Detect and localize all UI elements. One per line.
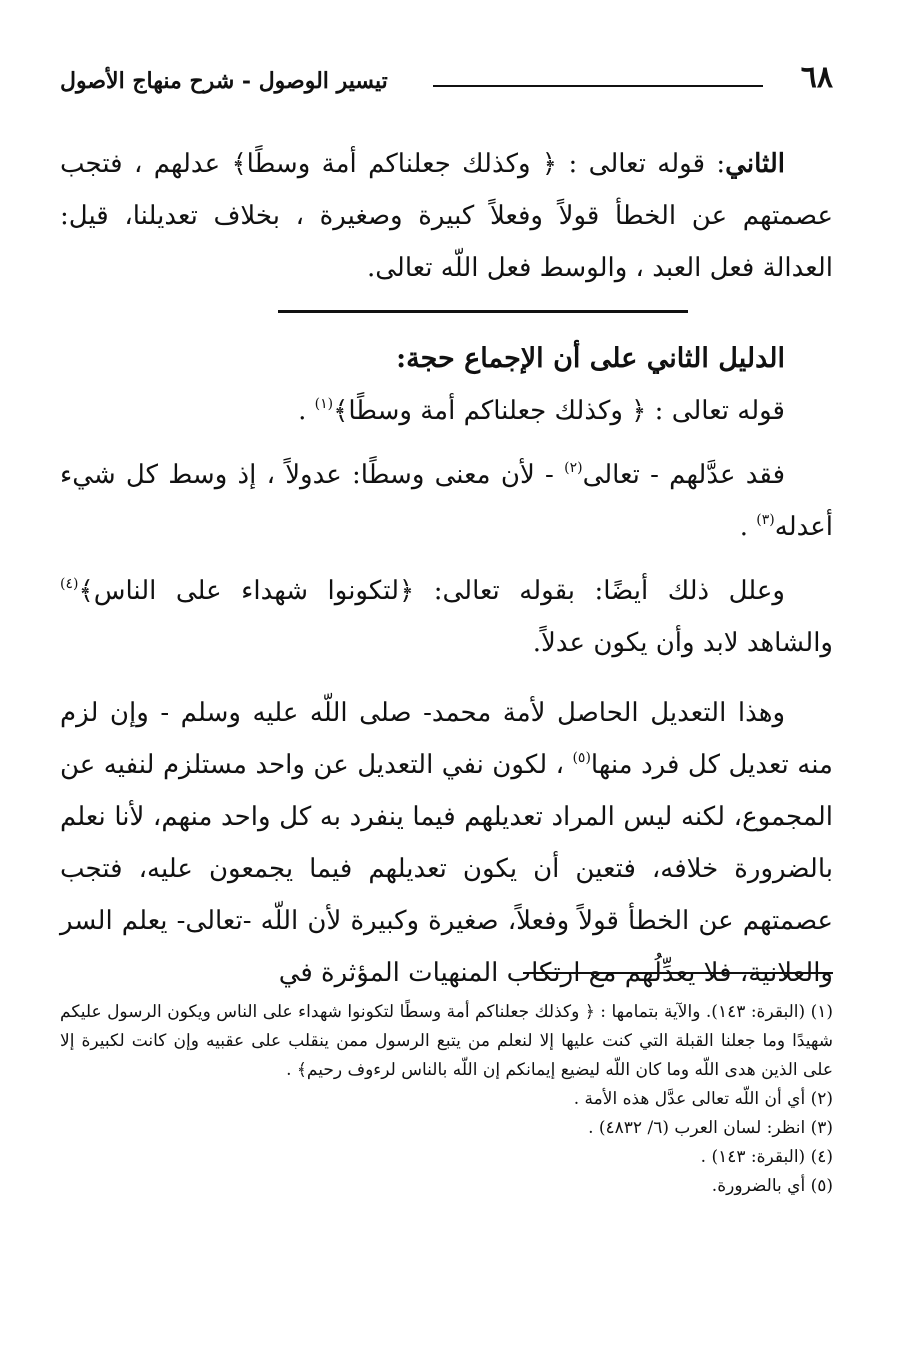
running-title: تيسير الوصول - شرح منهاج الأصول xyxy=(60,68,388,94)
paragraph-5-text-a: وهذا التعديل الحاصل لأمة محمد- صلى اللّه عليه وسلم - وإن لزم منه تعديل كل فرد منها xyxy=(60,698,833,780)
footnote-4: (٤) (البقرة: ١٤٣) . xyxy=(700,1147,833,1167)
footnote-ref-5[interactable]: (٥) xyxy=(572,750,591,766)
footnote-ref-4[interactable]: (٤) xyxy=(60,576,79,592)
paragraph-3-text-a: فقد عدَّلهم - تعالى xyxy=(582,460,785,490)
paragraph-2 xyxy=(60,385,833,437)
paragraph-2-text: قوله تعالى : ﴿ وكذلك جعلناكم أمة وسطًا﴾ xyxy=(333,396,785,426)
paragraph-4-text-a: وعلل ذلك أيضًا: بقوله تعالى: ﴿لتكونوا شهداء على الناس﴾ xyxy=(78,576,785,606)
paragraph-3 xyxy=(60,449,833,553)
paragraph-1-text: : قوله تعالى : ﴿ وكذلك جعلناكم أمة وسطًا﴾ عدلهم ، فتجب عصمتهم عن الخطأ قولاً وفعلاً كبيرة وصغيرة ، بخلاف تعديلنا، قيل: العدالة فعل العبد ، والوسط فعل اللّه تعالى. xyxy=(60,149,833,283)
paragraph-1 xyxy=(60,138,833,294)
paragraph-3-end: . xyxy=(739,512,757,542)
main-text xyxy=(60,138,833,999)
paragraph-5-text-b: ، لكون نفي التعديل عن واحد مستلزم لنفيه عن المجموع، لكنه ليس المراد تعديلهم فيما ينفرد به كل واحد منهم، لأنا نعلم بالضرورة خلافه، فتعين أن يكون تعديلهم فيما يجمعون عليه، فتجب عصمتهم عن الخطأ قولاً وفعلاً، صغيرة وكبيرة لأن اللّه -تعالى- يعلم السر والعلانية، فلا يعدِّلُهم مع ارتكاب المنهيات المؤثرة في xyxy=(60,750,833,988)
page-header xyxy=(60,58,833,106)
footnote-ref-3[interactable]: (٣) xyxy=(756,512,775,528)
paragraph-spacer xyxy=(60,553,833,565)
paragraph-1-lead: الثاني xyxy=(725,149,785,179)
paragraph-spacer xyxy=(60,437,833,449)
section-divider xyxy=(278,310,688,313)
paragraph-2-end: . xyxy=(298,396,315,426)
footnote-ref-2[interactable]: (٢) xyxy=(564,460,583,476)
paragraph-spacer xyxy=(60,669,833,687)
book-page xyxy=(60,50,833,1320)
footnote-2: (٢) أي أن اللّه تعالى عدَّل هذه الأمة . xyxy=(573,1089,833,1109)
section-heading: الدليل الثاني على أن الإجماع حجة: xyxy=(396,343,785,374)
paragraph-4-text-b: والشاهد لابد وأن يكون عدلاً. xyxy=(532,628,833,658)
footnote-3: (٣) انظر: لسان العرب (٦/ ٤٨٣٢) . xyxy=(588,1118,833,1138)
footnote-5: (٥) أي بالضرورة. xyxy=(711,1176,833,1196)
paragraph-4 xyxy=(60,565,833,669)
paragraph-3-text-b: - لأن معنى وسطًا: عدولاً ، إذ وسط كل شيء أعدله xyxy=(60,460,833,542)
footnotes xyxy=(60,998,833,1201)
footnote-ref-1[interactable]: (١) xyxy=(314,396,334,412)
page-number: ٦٨ xyxy=(800,60,833,95)
paragraph-5 xyxy=(60,687,833,999)
header-rule xyxy=(433,85,763,87)
footnote-1: (١) (البقرة: ١٤٣). والآية بتمامها : ﴿ وكذلك جعلناكم أمة وسطًا لتكونوا شهداء على الناس ويكون الرسول عليكم شهيدًا وما جعلنا القبلة التي كنت عليها إلا لنعلم من يتبع الرسول ممن ينقلب على عقبيه وإن كانت لكبيرة إلا على الذين هدى اللّه وما كان اللّه ليضيع إيمانكم إن اللّه بالناس لرءوف رحيم﴾ . xyxy=(60,1002,833,1080)
footnote-divider xyxy=(523,972,833,974)
